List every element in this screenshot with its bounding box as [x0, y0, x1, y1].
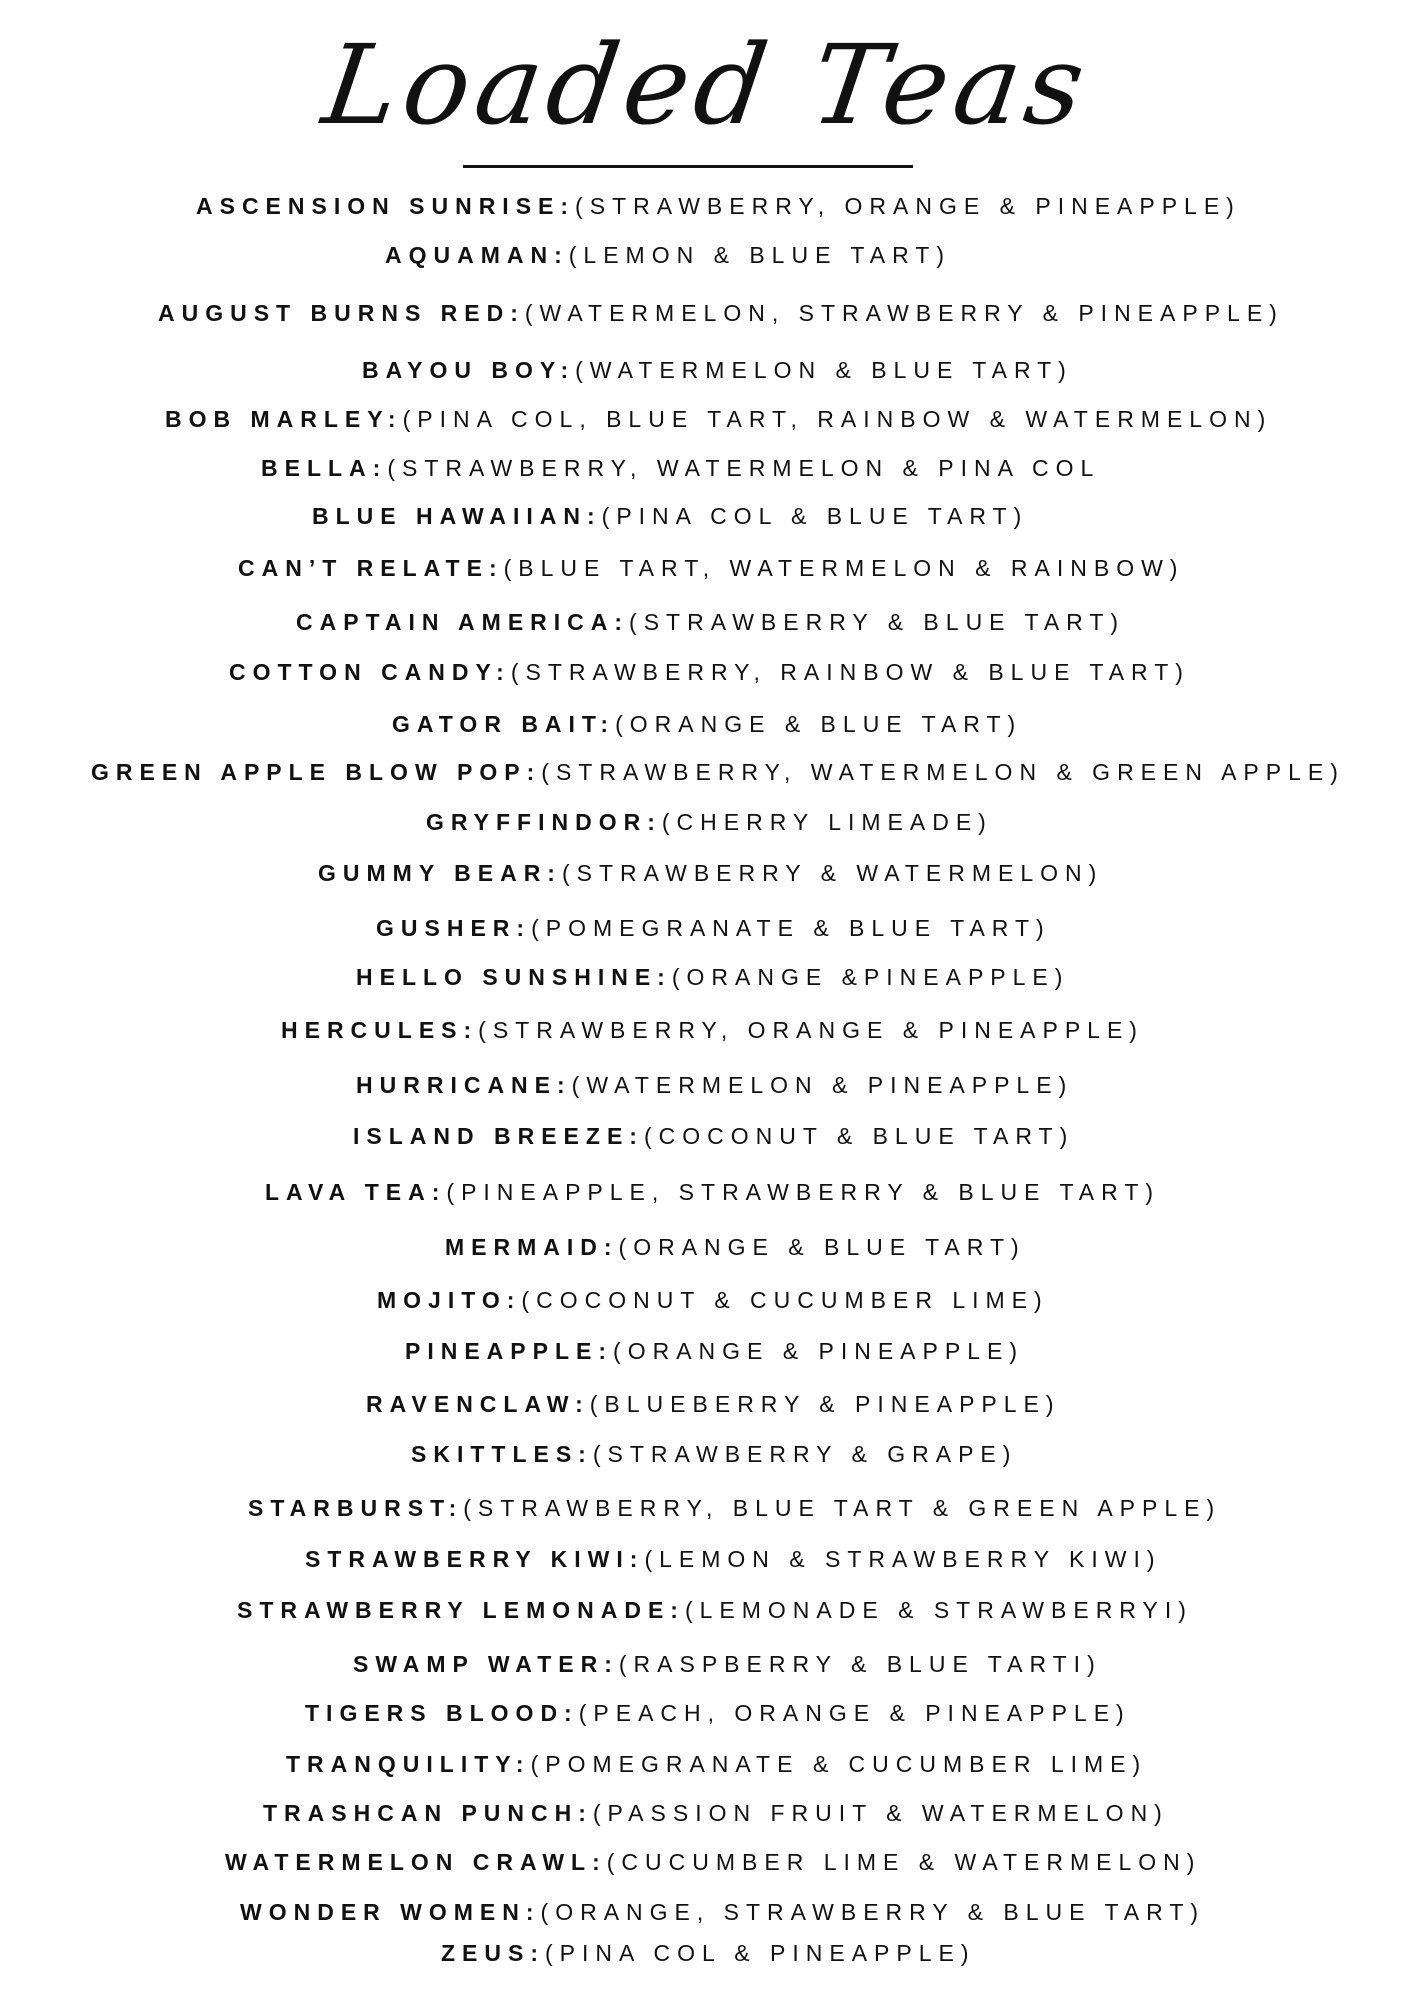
- menu-item: [392, 710, 1022, 738]
- menu-item: [445, 1233, 1026, 1261]
- menu-item: [362, 356, 1073, 384]
- tea-name: BAYOU BOY:: [362, 357, 576, 383]
- menu-item: [263, 1799, 1169, 1827]
- tea-name: STRAWBERRY KIWI:: [305, 1546, 645, 1572]
- menu-item: [305, 1699, 1131, 1727]
- tea-name: CAPTAIN AMERICA:: [296, 609, 630, 635]
- menu-item: [305, 1545, 1162, 1573]
- tea-flavors: (PINA COL & PINEAPPLE): [545, 1940, 976, 1966]
- tea-flavors: (STRAWBERRY, ORANGE & PINEAPPLE): [478, 1017, 1144, 1043]
- tea-flavors: (LEMONADE & STRAWBERRYI): [684, 1597, 1193, 1623]
- tea-name: GUSHER:: [376, 915, 532, 941]
- tea-flavors: (WATERMELON & BLUE TART): [575, 357, 1073, 383]
- menu-item: [441, 1939, 976, 1967]
- tea-flavors: (POMEGRANATE & BLUE TART): [531, 915, 1051, 941]
- tea-name: ISLAND BREEZE:: [353, 1123, 644, 1149]
- tea-name: GREEN APPLE BLOW POP:: [91, 759, 542, 785]
- tea-name: STARBURST:: [248, 1495, 464, 1521]
- tea-flavors: (WATERMELON & PINEAPPLE): [571, 1072, 1074, 1098]
- tea-name: LAVA TEA:: [265, 1179, 447, 1205]
- tea-flavors: (ORANGE &PINEAPPLE): [671, 964, 1070, 990]
- tea-name: WATERMELON CRAWL:: [225, 1849, 607, 1875]
- tea-flavors: (ORANGE, STRAWBERRY & BLUE TART): [540, 1899, 1206, 1925]
- tea-name: PINEAPPLE:: [405, 1338, 614, 1364]
- menu-item: [356, 1071, 1073, 1099]
- menu-item: [411, 1440, 1017, 1468]
- menu-item: [238, 554, 1184, 582]
- tea-flavors: (STRAWBERRY & GRAPE): [592, 1441, 1018, 1467]
- tea-name: STRAWBERRY LEMONADE:: [237, 1597, 685, 1623]
- menu-item: [286, 1750, 1147, 1778]
- menu-item: [376, 914, 1051, 942]
- tea-flavors: (CHERRY LIMEADE): [661, 809, 993, 835]
- menu-item: [165, 405, 1272, 433]
- tea-name: TIGERS BLOOD:: [305, 1700, 579, 1726]
- tea-name: AQUAMAN:: [385, 242, 569, 268]
- tea-name: HURRICANE:: [356, 1072, 572, 1098]
- tea-flavors: (PINA COL & BLUE TART): [601, 503, 1029, 529]
- tea-flavors: (CUCUMBER LIME & WATERMELON): [606, 1849, 1202, 1875]
- tea-name: BELLA:: [261, 455, 388, 481]
- menu-item: [366, 1390, 1061, 1418]
- tea-name: HELLO SUNSHINE:: [356, 964, 672, 990]
- menu-item: [312, 502, 1028, 530]
- tea-flavors: (PINEAPPLE, STRAWBERRY & BLUE TART): [446, 1179, 1161, 1205]
- tea-name: GATOR BAIT:: [392, 711, 616, 737]
- tea-flavors: (STRAWBERRY, RAINBOW & BLUE TART): [510, 659, 1190, 685]
- tea-flavors: (RASPBERRY & BLUE TARTI): [618, 1651, 1102, 1677]
- tea-name: GUMMY BEAR:: [318, 860, 562, 886]
- tea-flavors: (WATERMELON, STRAWBERRY & PINEAPPLE): [524, 300, 1284, 326]
- menu-item: [91, 758, 1345, 786]
- tea-flavors: (ORANGE & BLUE TART): [615, 711, 1023, 737]
- tea-flavors: (STRAWBERRY, ORANGE & PINEAPPLE): [575, 193, 1241, 219]
- tea-name: ASCENSION SUNRISE:: [196, 193, 576, 219]
- tea-name: BOB MARLEY:: [165, 406, 403, 432]
- tea-flavors: (LEMON & STRAWBERRY KIWI): [644, 1546, 1162, 1572]
- menu-item: [158, 299, 1284, 327]
- tea-flavors: (PASSION FRUIT & WATERMELON): [592, 1800, 1169, 1826]
- tea-name: AUGUST BURNS RED:: [158, 300, 525, 326]
- menu-item: [240, 1898, 1205, 1926]
- tea-flavors: (STRAWBERRY & BLUE TART): [629, 609, 1126, 635]
- tea-flavors: (ORANGE & BLUE TART): [618, 1234, 1026, 1260]
- menu-item: [229, 658, 1190, 686]
- menu-item: [353, 1650, 1102, 1678]
- tea-name: ZEUS:: [441, 1940, 545, 1966]
- tea-flavors: (STRAWBERRY, BLUE TART & GREEN APPLE): [463, 1495, 1222, 1521]
- menu-item: [261, 454, 1100, 482]
- menu-item: [353, 1122, 1074, 1150]
- tea-flavors: (BLUEBERRY & PINEAPPLE): [589, 1391, 1061, 1417]
- menu-item: [356, 963, 1069, 991]
- tea-flavors: (STRAWBERRY, WATERMELON & GREEN APPLE): [541, 759, 1345, 785]
- tea-flavors: (STRAWBERRY, WATERMELON & PINA COL: [387, 455, 1101, 481]
- tea-name: SKITTLES:: [411, 1441, 593, 1467]
- menu-item: [405, 1337, 1024, 1365]
- tea-name: MERMAID:: [445, 1234, 619, 1260]
- tea-flavors: (LEMON & BLUE TART): [568, 242, 951, 268]
- menu-item: [318, 859, 1103, 887]
- tea-name: MOJITO:: [377, 1287, 522, 1313]
- tea-name: HERCULES:: [281, 1017, 479, 1043]
- tea-name: WONDER WOMEN:: [240, 1899, 541, 1925]
- menu-item: [225, 1848, 1201, 1876]
- tea-flavors: (POMEGRANATE & CUCUMBER LIME): [530, 1751, 1148, 1777]
- tea-name: RAVENCLAW:: [366, 1391, 590, 1417]
- tea-name: TRANQUILITY:: [286, 1751, 531, 1777]
- menu-item: [237, 1596, 1193, 1624]
- tea-name: CAN’T RELATE:: [238, 555, 504, 581]
- tea-name: GRYFFINDOR:: [426, 809, 662, 835]
- tea-flavors: (PEACH, ORANGE & PINEAPPLE): [578, 1700, 1131, 1726]
- menu-item: [196, 192, 1241, 220]
- menu-item: [265, 1178, 1160, 1206]
- page-title: Loaded Teas: [316, 21, 1098, 149]
- menu-item: [426, 808, 993, 836]
- tea-flavors: (ORANGE & PINEAPPLE): [613, 1338, 1024, 1364]
- menu-item: [385, 241, 951, 269]
- tea-name: BLUE HAWAIIAN:: [312, 503, 602, 529]
- menu-item: [248, 1494, 1221, 1522]
- tea-name: SWAMP WATER:: [353, 1651, 619, 1677]
- menu-item: [281, 1016, 1144, 1044]
- tea-flavors: (STRAWBERRY & WATERMELON): [561, 860, 1104, 886]
- tea-flavors: (COCONUT & BLUE TART): [643, 1123, 1075, 1149]
- menu-item: [296, 608, 1125, 636]
- tea-flavors: (BLUE TART, WATERMELON & RAINBOW): [503, 555, 1185, 581]
- tea-name: TRASHCAN PUNCH:: [263, 1800, 593, 1826]
- tea-flavors: (PINA COL, BLUE TART, RAINBOW & WATERMELON): [402, 406, 1273, 432]
- tea-name: COTTON CANDY:: [229, 659, 511, 685]
- tea-flavors: (COCONUT & CUCUMBER LIME): [521, 1287, 1049, 1313]
- menu-item: [377, 1286, 1049, 1314]
